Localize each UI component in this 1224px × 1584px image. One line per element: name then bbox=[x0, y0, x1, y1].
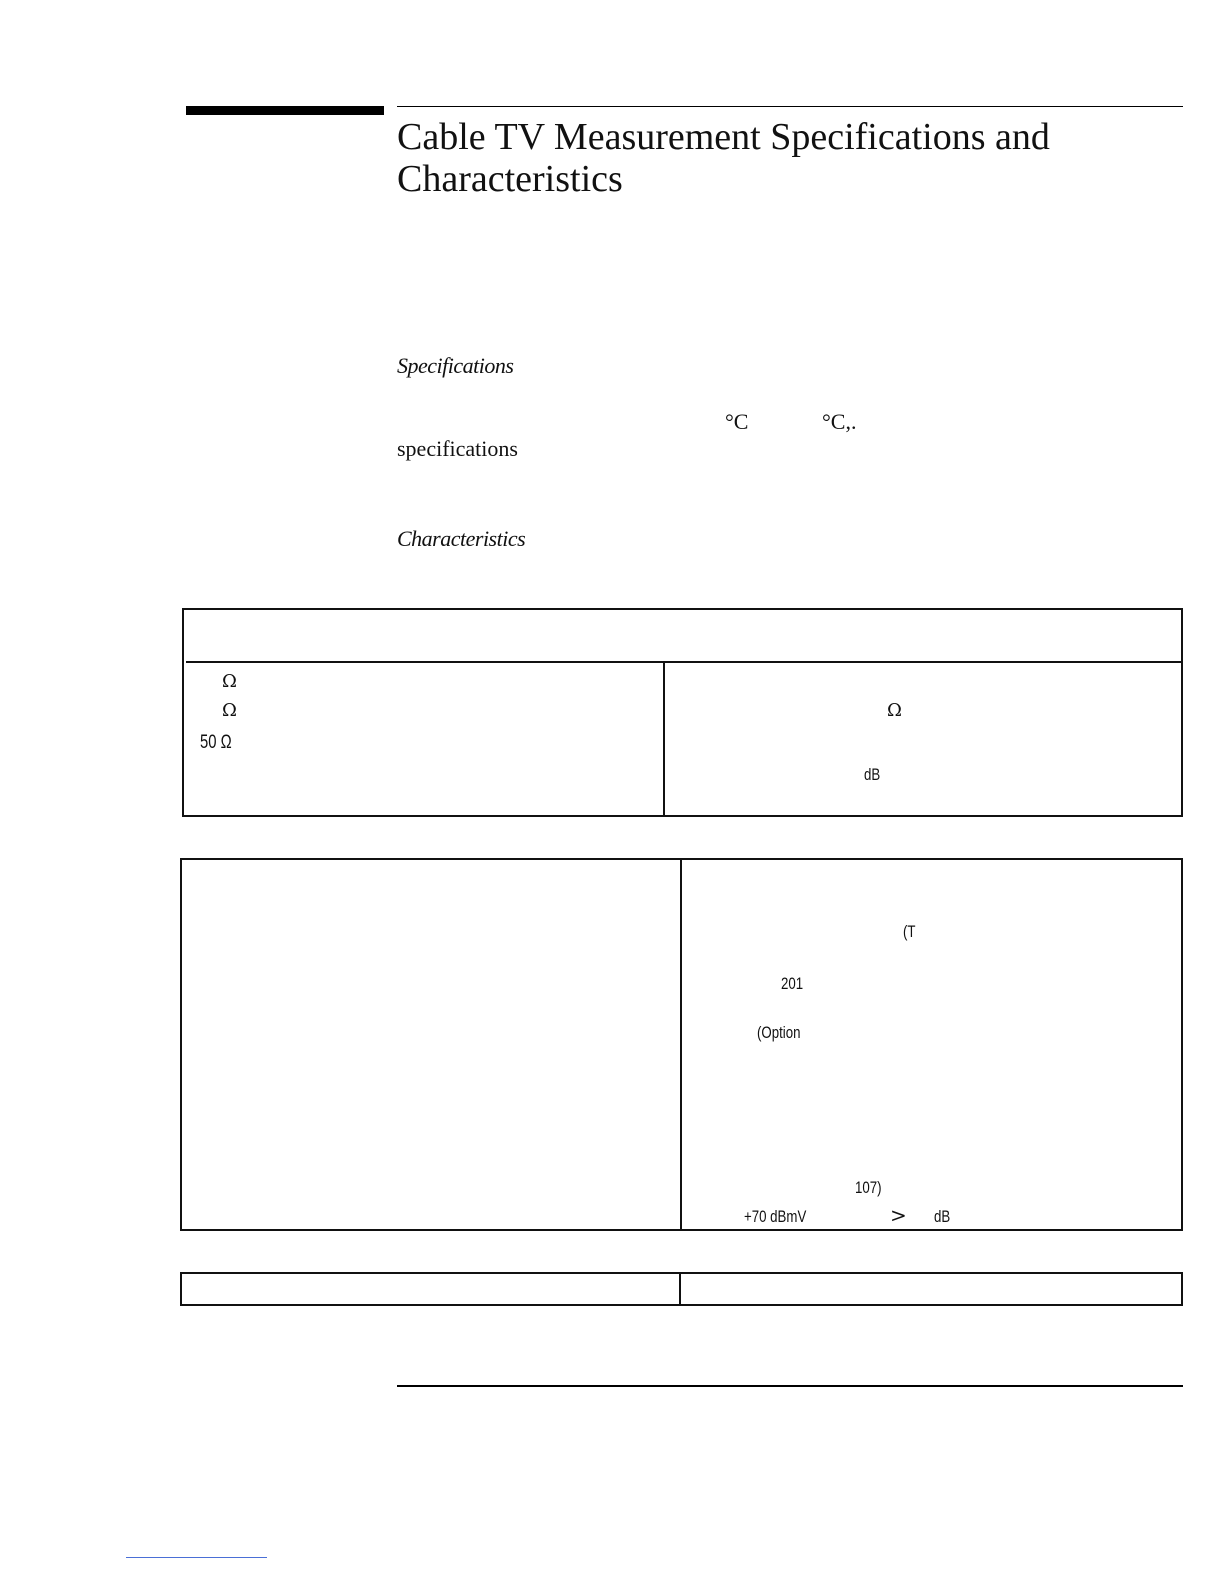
header-thin-rule bbox=[397, 106, 1183, 107]
page-title bbox=[397, 116, 1177, 200]
specifications-word: specifications bbox=[397, 436, 518, 461]
table-3 bbox=[180, 1272, 1183, 1306]
table-2-cell: (Option bbox=[757, 1023, 801, 1042]
table-1-cell: Ω bbox=[222, 700, 237, 721]
title-line-2: Characteristics bbox=[397, 158, 623, 200]
table-2-column-divider bbox=[680, 858, 682, 1231]
characteristics-label: Characteristics bbox=[397, 526, 526, 551]
specifications-label: Specifications bbox=[397, 353, 514, 378]
table-2-cell: +70 dBmV bbox=[744, 1207, 807, 1226]
table-2-cell: > bbox=[890, 1203, 907, 1227]
table-1-cell: Ω bbox=[887, 700, 902, 721]
table-2-cell: (T bbox=[903, 922, 916, 941]
footer-link-underline bbox=[126, 1557, 267, 1558]
table-1-cell: Ω bbox=[222, 671, 237, 692]
table-1-cell: 50 Ω bbox=[200, 732, 232, 753]
degree-c-1: °C bbox=[725, 409, 749, 434]
table-2-cell: 201 bbox=[781, 974, 804, 993]
table-1 bbox=[182, 608, 1183, 817]
degree-c-2: °C,. bbox=[822, 409, 857, 434]
title-line-1: Cable TV Measurement Specifications and bbox=[397, 116, 1050, 158]
footer-rule bbox=[397, 1385, 1183, 1387]
table-1-column-divider bbox=[663, 662, 665, 815]
header-thick-rule bbox=[186, 106, 384, 115]
table-1-cell: dB bbox=[864, 765, 881, 784]
table-1-header-divider bbox=[186, 661, 1183, 663]
table-3-column-divider bbox=[679, 1272, 681, 1306]
table-2-cell: 107) bbox=[855, 1178, 882, 1197]
table-2-cell: dB bbox=[934, 1207, 951, 1226]
